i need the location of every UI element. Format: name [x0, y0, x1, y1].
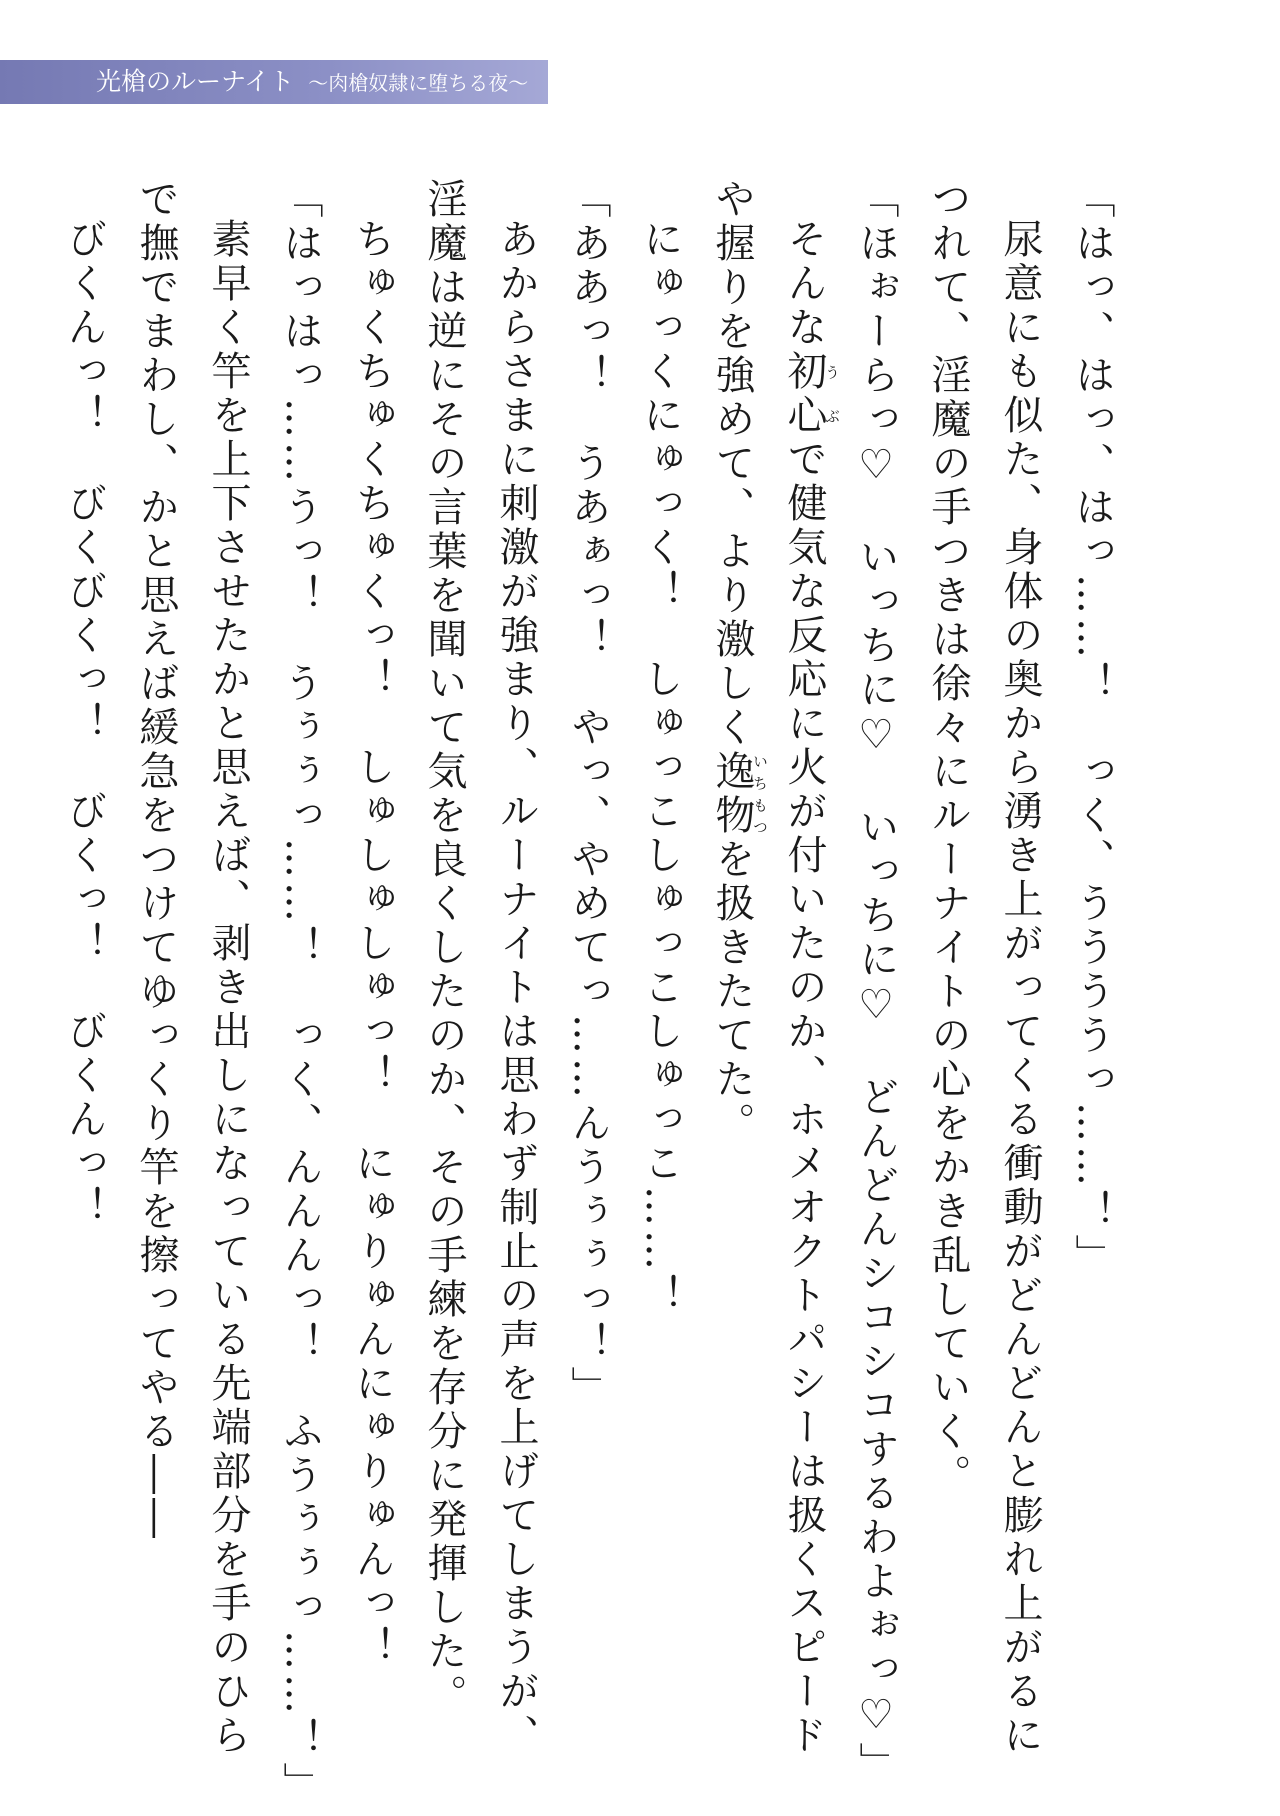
text-line: 「ほぉーらっ♡ いっちに♡ いっちに♡ どんどんシコシコするわよぉっ♡」	[853, 178, 899, 1786]
text-line: で撫でまわし、かと思えば緩急をつけてゆっくり竿を擦ってやる――	[133, 178, 179, 1542]
text-line: つれて、淫魔の手つきは徐々にルーナイトの心をかき乱していく。	[925, 178, 971, 1498]
text-line: 「はっはっ……うっ！ うぅぅっ……！ っく、んんんっ！ ふうぅぅっ……！」	[277, 178, 323, 1806]
ruby-annotation: 逸物いちもつ	[709, 750, 769, 838]
book-title: 光槍のルーナイト	[96, 67, 295, 96]
text-line: にゅっくにゅっく！ しゅっこしゅっこしゅっこ……！	[637, 218, 683, 1318]
text-line: びくんっ！ びくびくっ！ びくっ！ びくんっ！	[61, 218, 107, 1230]
text-line: あからさまに刺激が強まり、ルーナイトは思わず制止の声を上げてしまうが、	[493, 218, 539, 1758]
text-line: 尿意にも似た、身体の奥から湧き上がってくる衝動がどんどんと膨れ上がるに	[997, 218, 1043, 1758]
ruby-annotation: 初心うぶ	[781, 350, 841, 438]
text-line: ちゅくちゅくちゅくっ！ しゅしゅしゅっ！ にゅりゅんにゅりゅんっ！	[349, 218, 395, 1670]
vertical-body-text	[48, 178, 1128, 1806]
text-line: や握りを強めて、より激しく逸物いちもつを扱きたてた。	[709, 178, 769, 1146]
text-line: 素早く竿を上下させたかと思えば、剥き出しになっている先端部分を手のひら	[205, 218, 251, 1758]
running-header	[96, 64, 528, 100]
text-line: 「はっ、はっ、はっ……！ っく、ううううっ……！」	[1069, 178, 1115, 1278]
text-line: そんな初心うぶで健気な反応に火が付いたのか、ホメオクトパシーは扱くスピード	[781, 218, 841, 1758]
text-line: 「ああっ！ うあぁっ！ やっ、やめてっ……んうぅぅっ！」	[565, 178, 611, 1410]
book-subtitle: 〜肉槍奴隷に堕ちる夜〜	[308, 71, 529, 95]
text-line: 淫魔は逆にその言葉を聞いて気を良くしたのか、その手練を存分に発揮した。	[421, 178, 467, 1718]
